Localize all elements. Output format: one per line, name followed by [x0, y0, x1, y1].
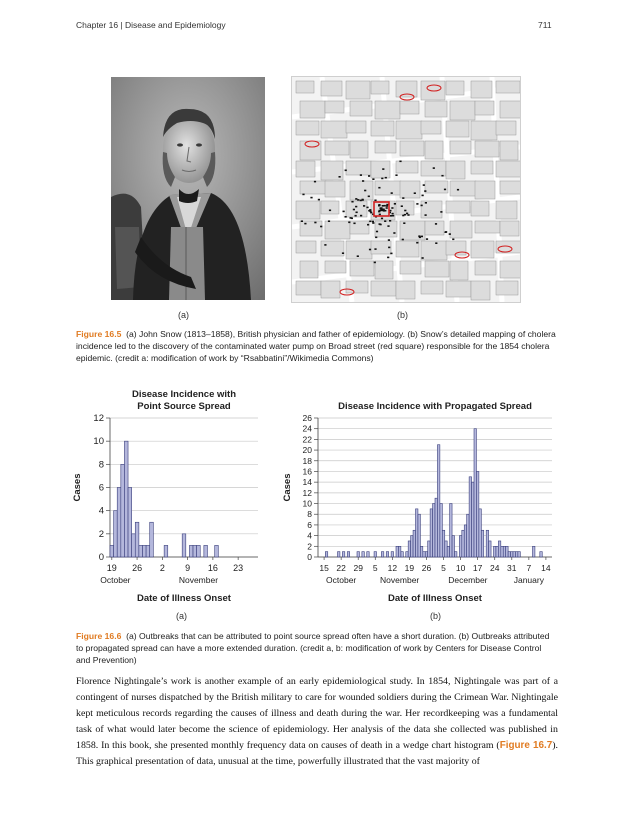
body-text-after: ). This graphical presentation of data, unusual at the time, powerfully illustrated that the vast majority of	[76, 739, 559, 767]
point-source-spread-chart	[68, 385, 264, 635]
x-tick-label: 5	[441, 563, 446, 573]
histogram-bar	[450, 504, 452, 557]
x-tick-label: 2	[159, 563, 165, 573]
x-tick-label: 19	[106, 563, 117, 573]
histogram-bar	[455, 552, 457, 557]
page-number: 711	[538, 20, 552, 30]
y-tick-label: 18	[302, 455, 312, 466]
y-axis-label: Cases	[282, 473, 293, 502]
x-tick-label: 31	[507, 563, 517, 573]
y-tick-label: 14	[302, 477, 312, 488]
x-tick-label: 26	[132, 563, 143, 573]
chart-title: Point Source Spread	[137, 401, 231, 412]
y-tick-label: 22	[302, 434, 312, 445]
histogram-bar	[506, 546, 508, 557]
running-header: Chapter 16 | Disease and Epidemiology	[76, 20, 226, 30]
histogram-bar	[367, 552, 369, 557]
histogram-bar	[396, 546, 398, 557]
y-tick-label: 8	[98, 459, 104, 471]
histogram-bar	[420, 546, 422, 557]
x-tick-label: 14	[541, 563, 551, 573]
histogram-bar	[124, 441, 128, 557]
histogram-bar	[464, 525, 466, 557]
figure-16-5-number: Figure 16.5	[76, 329, 122, 339]
histogram-bar	[494, 546, 496, 557]
histogram-bar	[357, 552, 359, 557]
x-tick-label: 26	[421, 563, 432, 573]
y-tick-label: 26	[302, 413, 312, 423]
y-tick-label: 2	[307, 541, 312, 552]
histogram-bar	[511, 552, 513, 557]
histogram-bar	[496, 546, 498, 557]
histogram-bar	[110, 545, 114, 557]
histogram-bar	[142, 545, 146, 557]
x-axis-label: Date of Illness Onset	[137, 593, 231, 604]
figure-16-6-caption	[76, 630, 556, 666]
x-tick-label: 22	[336, 563, 346, 573]
histogram-bar	[114, 511, 118, 557]
histogram-bar	[501, 546, 503, 557]
month-label: January	[513, 575, 544, 585]
histogram-bar	[503, 546, 505, 557]
histogram-bar	[489, 541, 491, 557]
histogram-bar	[386, 552, 388, 557]
y-tick-label: 24	[302, 423, 312, 434]
histogram-bar	[325, 552, 327, 557]
x-tick-label: 7	[526, 563, 532, 573]
y-tick-label: 20	[302, 445, 312, 456]
histogram-bar	[425, 552, 427, 557]
histogram-bar	[362, 552, 364, 557]
histogram-bar	[479, 509, 481, 557]
y-tick-label: 6	[98, 482, 104, 494]
histogram-bar	[442, 530, 444, 557]
histogram-bar	[474, 429, 476, 557]
histogram-bar	[447, 546, 449, 557]
histogram-bar	[486, 530, 488, 557]
figure-16-6-label-b: (b)	[430, 611, 441, 621]
john-snow-portrait	[111, 77, 265, 300]
x-tick-label: 9	[185, 563, 191, 573]
y-tick-label: 12	[93, 413, 104, 424]
histogram-bar	[462, 530, 464, 557]
y-tick-label: 4	[98, 505, 104, 517]
histogram-bar	[406, 552, 408, 557]
histogram-bar	[135, 522, 139, 557]
y-tick-label: 16	[302, 466, 312, 477]
histogram-bar	[467, 514, 469, 557]
histogram-bar	[128, 488, 132, 558]
x-tick-label: 5	[372, 563, 378, 573]
histogram-bar	[498, 541, 500, 557]
x-tick-label: 15	[319, 563, 329, 573]
y-tick-label: 4	[307, 530, 312, 541]
propagated-spread-chart	[280, 385, 570, 635]
histogram-bar	[408, 541, 410, 557]
histogram-bar	[445, 541, 447, 557]
histogram-bar	[338, 552, 340, 557]
histogram-bar	[416, 509, 418, 557]
body-paragraph	[76, 674, 558, 769]
histogram-bar	[189, 545, 193, 557]
histogram-bar	[342, 552, 344, 557]
histogram-bar	[481, 530, 483, 557]
histogram-bar	[146, 545, 150, 557]
figure-16-5-caption-text: (a) John Snow (1813–1858), British physician and father of epidemiology. (b) Snow’s detailed mapping of cholera incidence led to the discovery of the contaminated water pump on Broad street (red square) responsible for the 1854 cholera epidemic. (credit a: modification of work by “Rsabbatini”/Wikimedia Commons)	[76, 329, 556, 363]
y-tick-label: 0	[307, 552, 312, 562]
x-tick-label: 16	[207, 563, 218, 573]
x-tick-label: 19	[404, 563, 415, 573]
histogram-bar	[215, 545, 219, 557]
histogram-bar	[428, 541, 430, 557]
y-tick-label: 6	[307, 519, 312, 530]
y-tick-label: 0	[98, 552, 104, 563]
y-tick-label: 2	[98, 528, 104, 540]
figure-16-5-label-a: (a)	[178, 310, 189, 320]
month-label: October	[326, 575, 357, 585]
x-tick-label: 17	[472, 563, 483, 573]
histogram-bar	[540, 552, 542, 557]
histogram-bar	[132, 534, 136, 557]
histogram-bar	[430, 509, 432, 557]
cholera-map	[291, 76, 521, 303]
month-label: November	[380, 575, 420, 585]
histogram-bar	[381, 552, 383, 557]
histogram-bar	[193, 545, 197, 557]
histogram-bar	[347, 552, 349, 557]
y-tick-label: 10	[93, 436, 104, 448]
figure-16-6-label-a: (a)	[176, 611, 187, 621]
y-tick-label: 10	[302, 498, 312, 509]
month-label: October	[100, 575, 131, 585]
histogram-bar	[459, 536, 461, 557]
y-axis-label: Cases	[72, 473, 83, 502]
histogram-bar	[469, 477, 471, 557]
month-label: November	[178, 575, 219, 585]
histogram-bar	[515, 552, 517, 557]
histogram-bar	[401, 552, 403, 557]
histogram-bar	[476, 471, 478, 557]
x-tick-label: 23	[233, 563, 244, 573]
y-tick-label: 12	[302, 487, 312, 498]
x-tick-label: 10	[455, 563, 466, 573]
chart-title: Disease Incidence with	[131, 389, 237, 400]
histogram-bar	[204, 545, 208, 557]
histogram-bar	[121, 464, 125, 557]
chart-title: Disease Incidence with Propagated Spread	[338, 401, 532, 412]
histogram-bar	[452, 536, 454, 557]
histogram-bar	[508, 552, 510, 557]
body-text-before: Florence Nightingale’s work is another example of an early epidemiological study. In 1854, Nightingale was part of a contingent of nurses dispatched by the British military to care for wounded soldiers during the Crimean War. Nightingale kept meticulous records regarding the causes of illness and death during the war. Her recordkeeping was a fundamental task of what would later become the science of epidemiology. Her analysis of the data she collected was published in 1858. In this book, she presented monthly frequency data on causes of death in a wedge chart histogram (	[76, 676, 558, 751]
histogram-bar	[472, 482, 474, 557]
x-tick-label: 12	[387, 563, 398, 573]
histogram-bar	[437, 445, 439, 557]
histogram-bar	[423, 552, 425, 557]
figure-16-5-caption	[76, 328, 556, 364]
histogram-bar	[440, 504, 442, 557]
histogram-bar	[433, 504, 435, 557]
histogram-bar	[139, 545, 143, 557]
histogram-bar	[374, 552, 376, 557]
histogram-bar	[411, 536, 413, 557]
histogram-bar	[413, 530, 415, 557]
figure-16-5-label-b: (b)	[397, 310, 408, 320]
figure-16-7-link[interactable]: Figure 16.7	[499, 739, 553, 751]
histogram-bar	[418, 514, 420, 557]
histogram-bar	[435, 498, 437, 557]
histogram-bar	[391, 552, 393, 557]
histogram-bar	[398, 546, 400, 557]
x-axis-label: Date of Illness Onset	[388, 593, 482, 604]
histogram-bar	[117, 488, 121, 558]
histogram-bar	[164, 545, 168, 557]
y-tick-label: 8	[307, 509, 312, 520]
x-tick-label: 24	[489, 563, 500, 573]
histogram-bar	[533, 546, 535, 557]
histogram-bar	[197, 545, 201, 557]
figure-16-6-caption-text: (a) Outbreaks that can be attributed to point source spread often have a short duration. (b) Outbreaks attributed to propagated spread can have a more extended duration. (credit a, b: modification of work by Centers for Disease Control and Prevention)	[76, 631, 550, 665]
x-tick-label: 29	[353, 563, 363, 573]
histogram-bar	[513, 552, 515, 557]
histogram-bar	[150, 522, 154, 557]
histogram-bar	[182, 534, 186, 557]
figure-16-6-number: Figure 16.6	[76, 631, 122, 641]
histogram-bar	[518, 552, 520, 557]
month-label: December	[448, 575, 488, 585]
